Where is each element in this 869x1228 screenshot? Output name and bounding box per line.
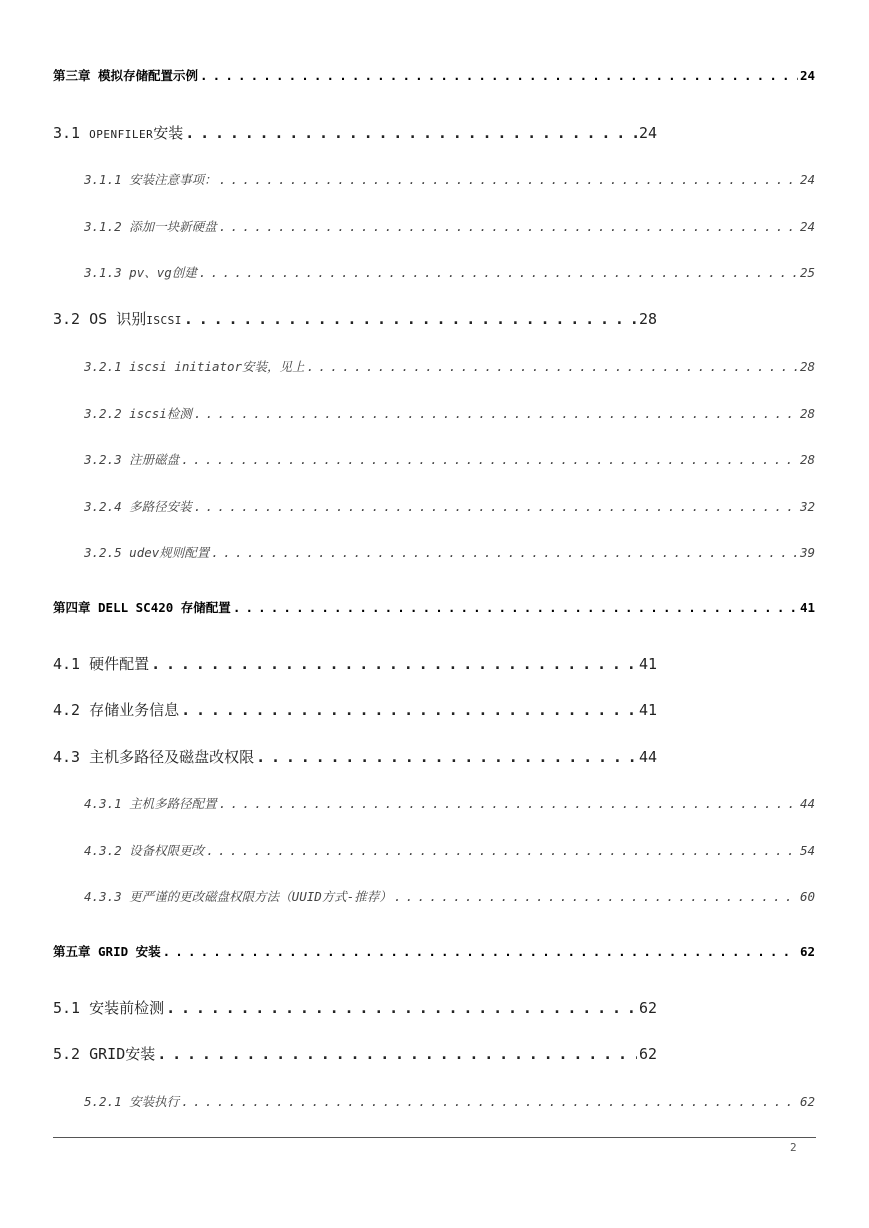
toc-subsection-title: 3.1.1 安装注意事项： — [84, 172, 217, 187]
toc-chapter-5[interactable] — [53, 942, 815, 960]
dot-leader — [185, 124, 637, 142]
dot-leader — [194, 499, 798, 514]
toc-subsection-3-2-1[interactable] — [84, 357, 815, 375]
dot-leader — [157, 1045, 637, 1063]
dot-leader — [181, 1094, 798, 1109]
toc-subsection-title: 5.2.1 安装执行 — [84, 1094, 180, 1109]
dot-leader — [211, 545, 798, 560]
dot-leader — [200, 68, 798, 83]
toc-section-5-1[interactable] — [53, 997, 657, 1018]
dot-leader — [233, 600, 798, 615]
toc-subsection-5-2-1[interactable] — [84, 1092, 815, 1110]
toc-page-number: 25 — [799, 265, 815, 280]
dot-leader — [184, 310, 637, 328]
toc-page-number: 62 — [638, 999, 657, 1017]
toc-section-title: 5.2 GRID安装 — [53, 1045, 156, 1063]
toc-section-title: 4.2 存储业务信息 — [53, 701, 180, 719]
toc-page-number: 24 — [799, 172, 815, 187]
toc-page-number: 62 — [799, 1094, 815, 1109]
toc-page-number: 41 — [638, 701, 657, 719]
toc-subsection-3-1-1[interactable] — [84, 170, 815, 188]
dot-leader — [181, 452, 798, 467]
toc-subsection-3-2-3[interactable] — [84, 450, 815, 468]
toc-chapter-title: 第四章 DELL SC420 存储配置 — [53, 600, 231, 615]
toc-subsection-title: 3.2.2 iscsi检测 — [84, 406, 192, 421]
dot-leader — [166, 999, 637, 1017]
toc-subsection-title: 4.3.1 主机多路径配置 — [84, 796, 217, 811]
toc-subsection-title: 3.2.1 iscsi initiator安装，见上 — [84, 359, 305, 374]
toc-page-number: 28 — [638, 310, 657, 328]
toc-subsection-4-3-2[interactable] — [84, 841, 815, 859]
dot-leader — [219, 219, 798, 234]
toc-section-4-1[interactable] — [53, 653, 657, 674]
toc-subsection-4-3-3[interactable] — [84, 887, 815, 905]
toc-subsection-3-2-4[interactable] — [84, 497, 815, 515]
toc-section-title: 3.1 OPENFILER安装 — [53, 124, 184, 142]
toc-page-number: 24 — [638, 124, 657, 142]
toc-subsection-3-2-5[interactable] — [84, 543, 815, 561]
toc-page-number: 32 — [799, 499, 815, 514]
toc-section-title: 3.2 OS 识别ISCSI — [53, 310, 182, 328]
dot-leader — [181, 701, 637, 719]
toc-page-number: 60 — [799, 889, 815, 904]
toc-section-title: 4.3 主机多路径及磁盘改权限 — [53, 748, 255, 766]
toc-page-number: 24 — [799, 219, 815, 234]
toc-section-title: 5.1 安装前检测 — [53, 999, 165, 1017]
toc-page-number: 41 — [799, 600, 815, 615]
footer-page-number: 2 — [790, 1141, 797, 1154]
toc-section-5-2[interactable] — [53, 1043, 657, 1064]
toc-subsection-title: 4.3.2 设备权限更改 — [84, 843, 205, 858]
dot-leader — [219, 172, 798, 187]
toc-page-number: 41 — [638, 655, 657, 673]
toc-chapter-3[interactable] — [53, 66, 815, 84]
toc-subsection-title: 3.1.3 pv、vg创建 — [84, 265, 197, 280]
toc-page-number: 62 — [638, 1045, 657, 1063]
toc-chapter-4[interactable] — [53, 598, 815, 616]
toc-subsection-title: 3.2.3 注册磁盘 — [84, 452, 180, 467]
footer-divider — [53, 1137, 816, 1138]
dot-leader — [219, 796, 798, 811]
toc-subsection-3-1-3[interactable] — [84, 263, 815, 281]
toc-page-number: 28 — [799, 452, 815, 467]
dot-leader — [163, 944, 798, 959]
dot-leader — [394, 889, 798, 904]
toc-chapter-title: 第五章 GRID 安装 — [53, 944, 161, 959]
dot-leader — [206, 843, 798, 858]
toc-chapter-title: 第三章 模拟存储配置示例 — [53, 68, 199, 83]
toc-page-number: 28 — [799, 359, 815, 374]
dot-leader — [194, 406, 798, 421]
toc-page-number: 62 — [799, 944, 815, 959]
dot-leader — [199, 265, 798, 280]
toc-page-number: 44 — [638, 748, 657, 766]
toc-subsection-title: 3.2.5 udev规则配置 — [84, 545, 210, 560]
toc-page-number: 28 — [799, 406, 815, 421]
toc-section-4-3[interactable] — [53, 746, 657, 767]
toc-subsection-title: 3.1.2 添加一块新硬盘 — [84, 219, 217, 234]
toc-page-number: 44 — [799, 796, 815, 811]
toc-subsection-3-2-2[interactable] — [84, 404, 815, 422]
toc-page-number: 54 — [799, 843, 815, 858]
toc-subsection-title: 3.2.4 多路径安装 — [84, 499, 192, 514]
toc-section-3-1[interactable] — [53, 122, 657, 143]
toc-subsection-4-3-1[interactable] — [84, 794, 815, 812]
toc-page-number: 24 — [799, 68, 815, 83]
toc-subsection-3-1-2[interactable] — [84, 217, 815, 235]
toc-section-title: 4.1 硬件配置 — [53, 655, 150, 673]
dot-leader — [256, 748, 637, 766]
dot-leader — [307, 359, 798, 374]
toc-section-4-2[interactable] — [53, 699, 657, 720]
toc-page-number: 39 — [799, 545, 815, 560]
toc-subsection-title: 4.3.3 更严谨的更改磁盘权限方法（UUID方式-推荐） — [84, 889, 392, 904]
dot-leader — [151, 655, 637, 673]
toc-section-3-2[interactable] — [53, 308, 657, 329]
